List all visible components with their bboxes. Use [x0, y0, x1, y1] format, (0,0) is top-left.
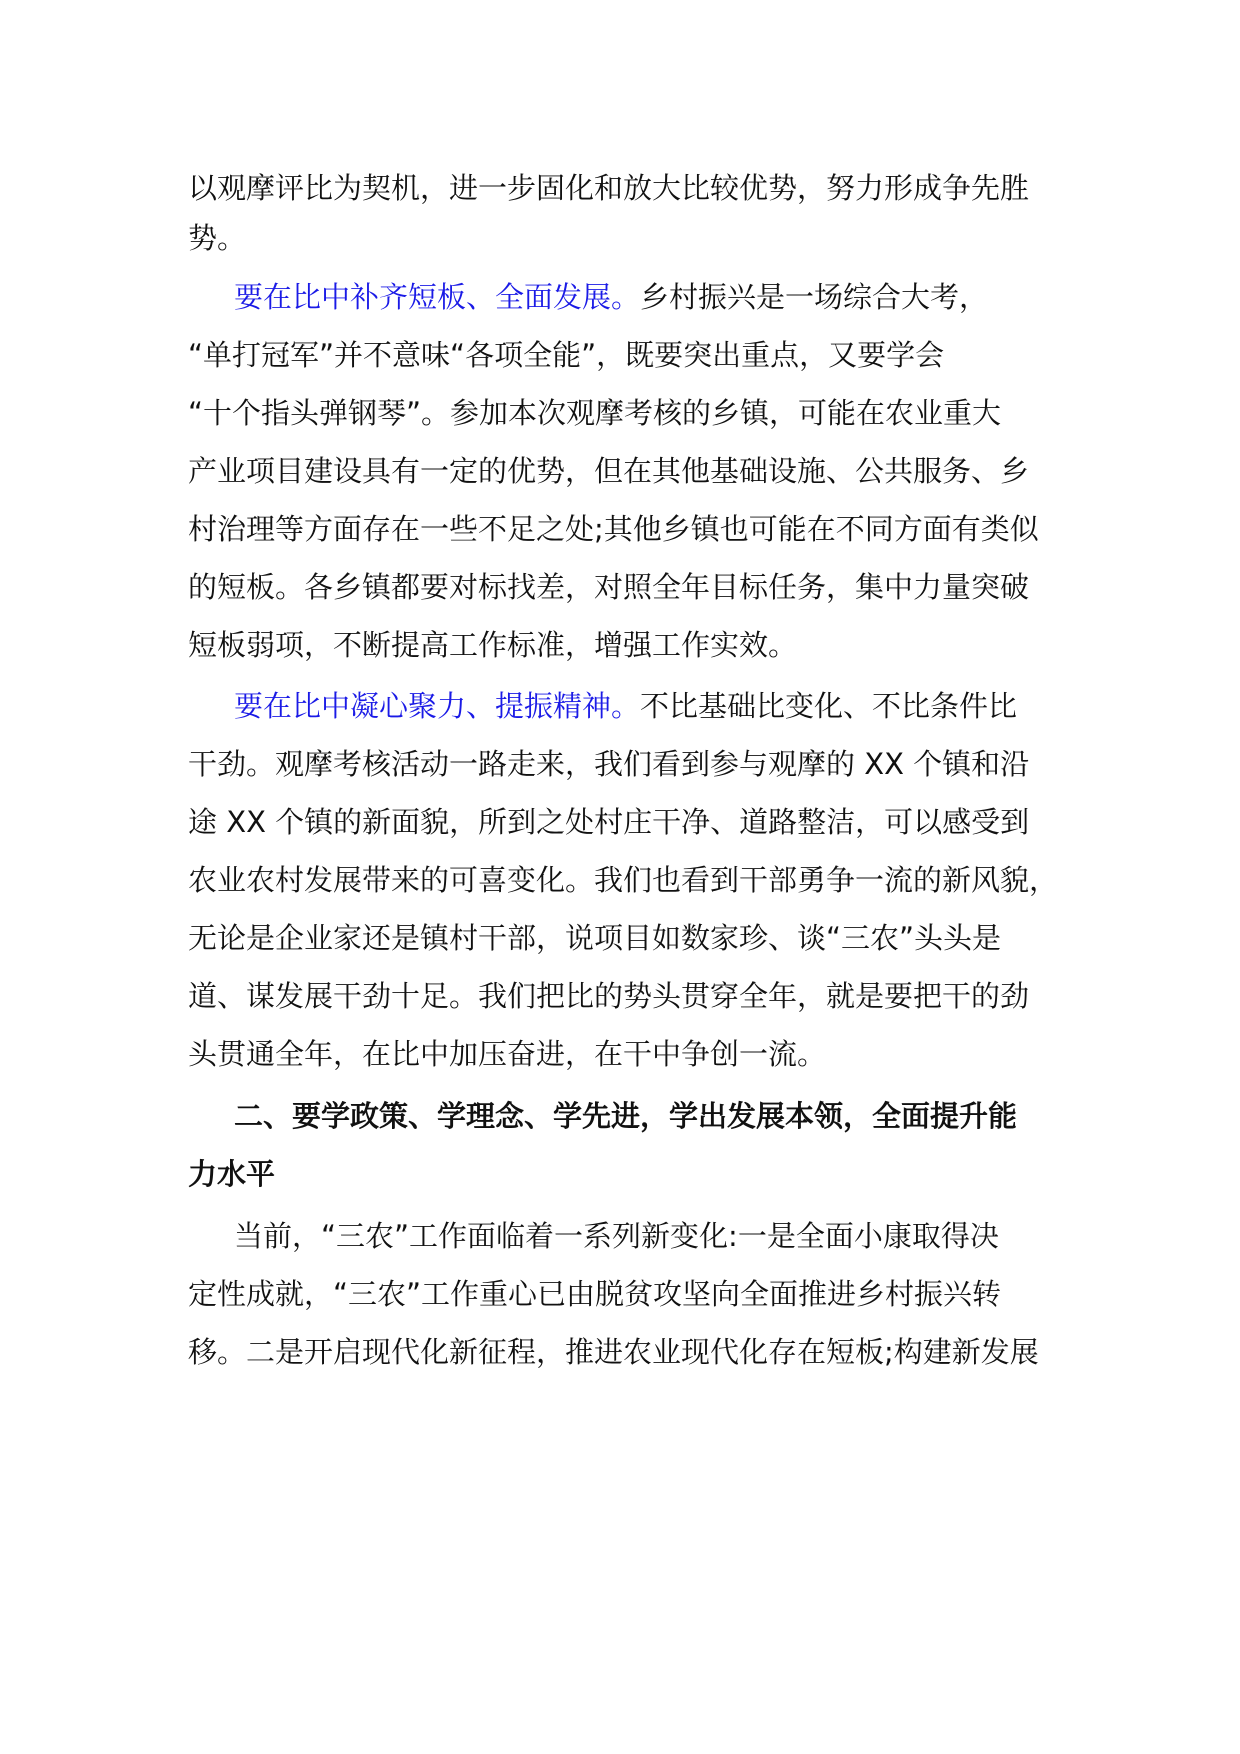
paragraph-3-first-line	[234, 686, 1017, 726]
body-text: 干劲。观摩考核活动一路走来，我们看到参与观摩的 XX 个镇和沿	[188, 747, 1030, 781]
paragraph-4-line	[188, 1332, 1039, 1372]
paragraph-2-line	[188, 393, 1001, 433]
paragraph-2-line	[188, 509, 1039, 549]
paragraph-2-line	[188, 335, 944, 375]
section-heading: 二、要学政策、学理念、学先进，学出发展本领，全面提升能	[234, 1099, 1018, 1133]
paragraph-3-line	[188, 744, 1029, 784]
paragraph-2-first-line	[234, 277, 988, 317]
paragraph-continuation-line-2	[188, 218, 246, 258]
section-heading-line-2	[188, 1154, 275, 1194]
paragraph-3-line	[188, 860, 1058, 900]
section-heading-line-1	[234, 1096, 1017, 1136]
body-text: 村治理等方面存在一些不足之处;其他乡镇也可能在不同方面有类似	[188, 512, 1039, 546]
paragraph-3-line	[188, 802, 1029, 842]
body-text: 无论是企业家还是镇村干部，说项目如数家珍、谈“三农”头头是	[188, 921, 1002, 955]
paragraph-3-line	[188, 1034, 826, 1074]
paragraph-continuation-line-1	[188, 168, 1029, 208]
body-text: 短板弱项，不断提高工作标准，增强工作实效。	[188, 628, 798, 662]
paragraph-2-line	[188, 451, 1029, 491]
body-text: 道、谋发展干劲十足。我们把比的势头贯穿全年，就是要把干的劲	[188, 979, 1030, 1013]
body-text: 定性成就，“三农”工作重心已由脱贫攻坚向全面推进乡村振兴转	[188, 1277, 1002, 1311]
body-text: 的短板。各乡镇都要对标找差，对照全年目标任务，集中力量突破	[188, 570, 1030, 604]
paragraph-3-heading: 要在比中凝心聚力、提振精神。	[234, 689, 641, 723]
body-text: 途 XX 个镇的新面貌，所到之处村庄干净、道路整洁，可以感受到	[188, 805, 1030, 839]
body-text: 产业项目建设具有一定的优势，但在其他基础设施、公共服务、乡	[188, 454, 1030, 488]
body-text: “十个指头弹钢琴”。参加本次观摩考核的乡镇，可能在农业重大	[188, 396, 1002, 430]
body-text: “单打冠军”并不意味“各项全能”，既要突出重点，又要学会	[188, 338, 945, 372]
body-text: 移。二是开启现代化新征程，推进农业现代化存在短板;构建新发展	[188, 1335, 1039, 1369]
paragraph-2-line	[188, 625, 797, 665]
body-text: 不比基础比变化、不比条件比	[640, 689, 1018, 723]
section-heading: 力水平	[188, 1157, 276, 1191]
paragraph-3-line	[188, 976, 1029, 1016]
paragraph-3-line	[188, 918, 1001, 958]
body-text: 当前，“三农”工作面临着一系列新变化:一是全面小康取得决	[234, 1219, 999, 1253]
paragraph-4-line	[188, 1274, 1001, 1314]
body-text: 农业农村发展带来的可喜变化。我们也看到干部勇争一流的新风貌，	[188, 863, 1059, 897]
body-text: 头贯通全年，在比中加压奋进，在干中争创一流。	[188, 1037, 827, 1071]
body-text: 以观摩评比为契机，进一步固化和放大比较优势，努力形成争先胜	[188, 171, 1030, 205]
paragraph-4-first-line	[234, 1216, 999, 1256]
paragraph-2-line	[188, 567, 1029, 607]
body-text: 乡村振兴是一场综合大考，	[640, 280, 989, 314]
paragraph-2-heading: 要在比中补齐短板、全面发展。	[234, 280, 641, 314]
body-text: 势。	[188, 221, 247, 255]
